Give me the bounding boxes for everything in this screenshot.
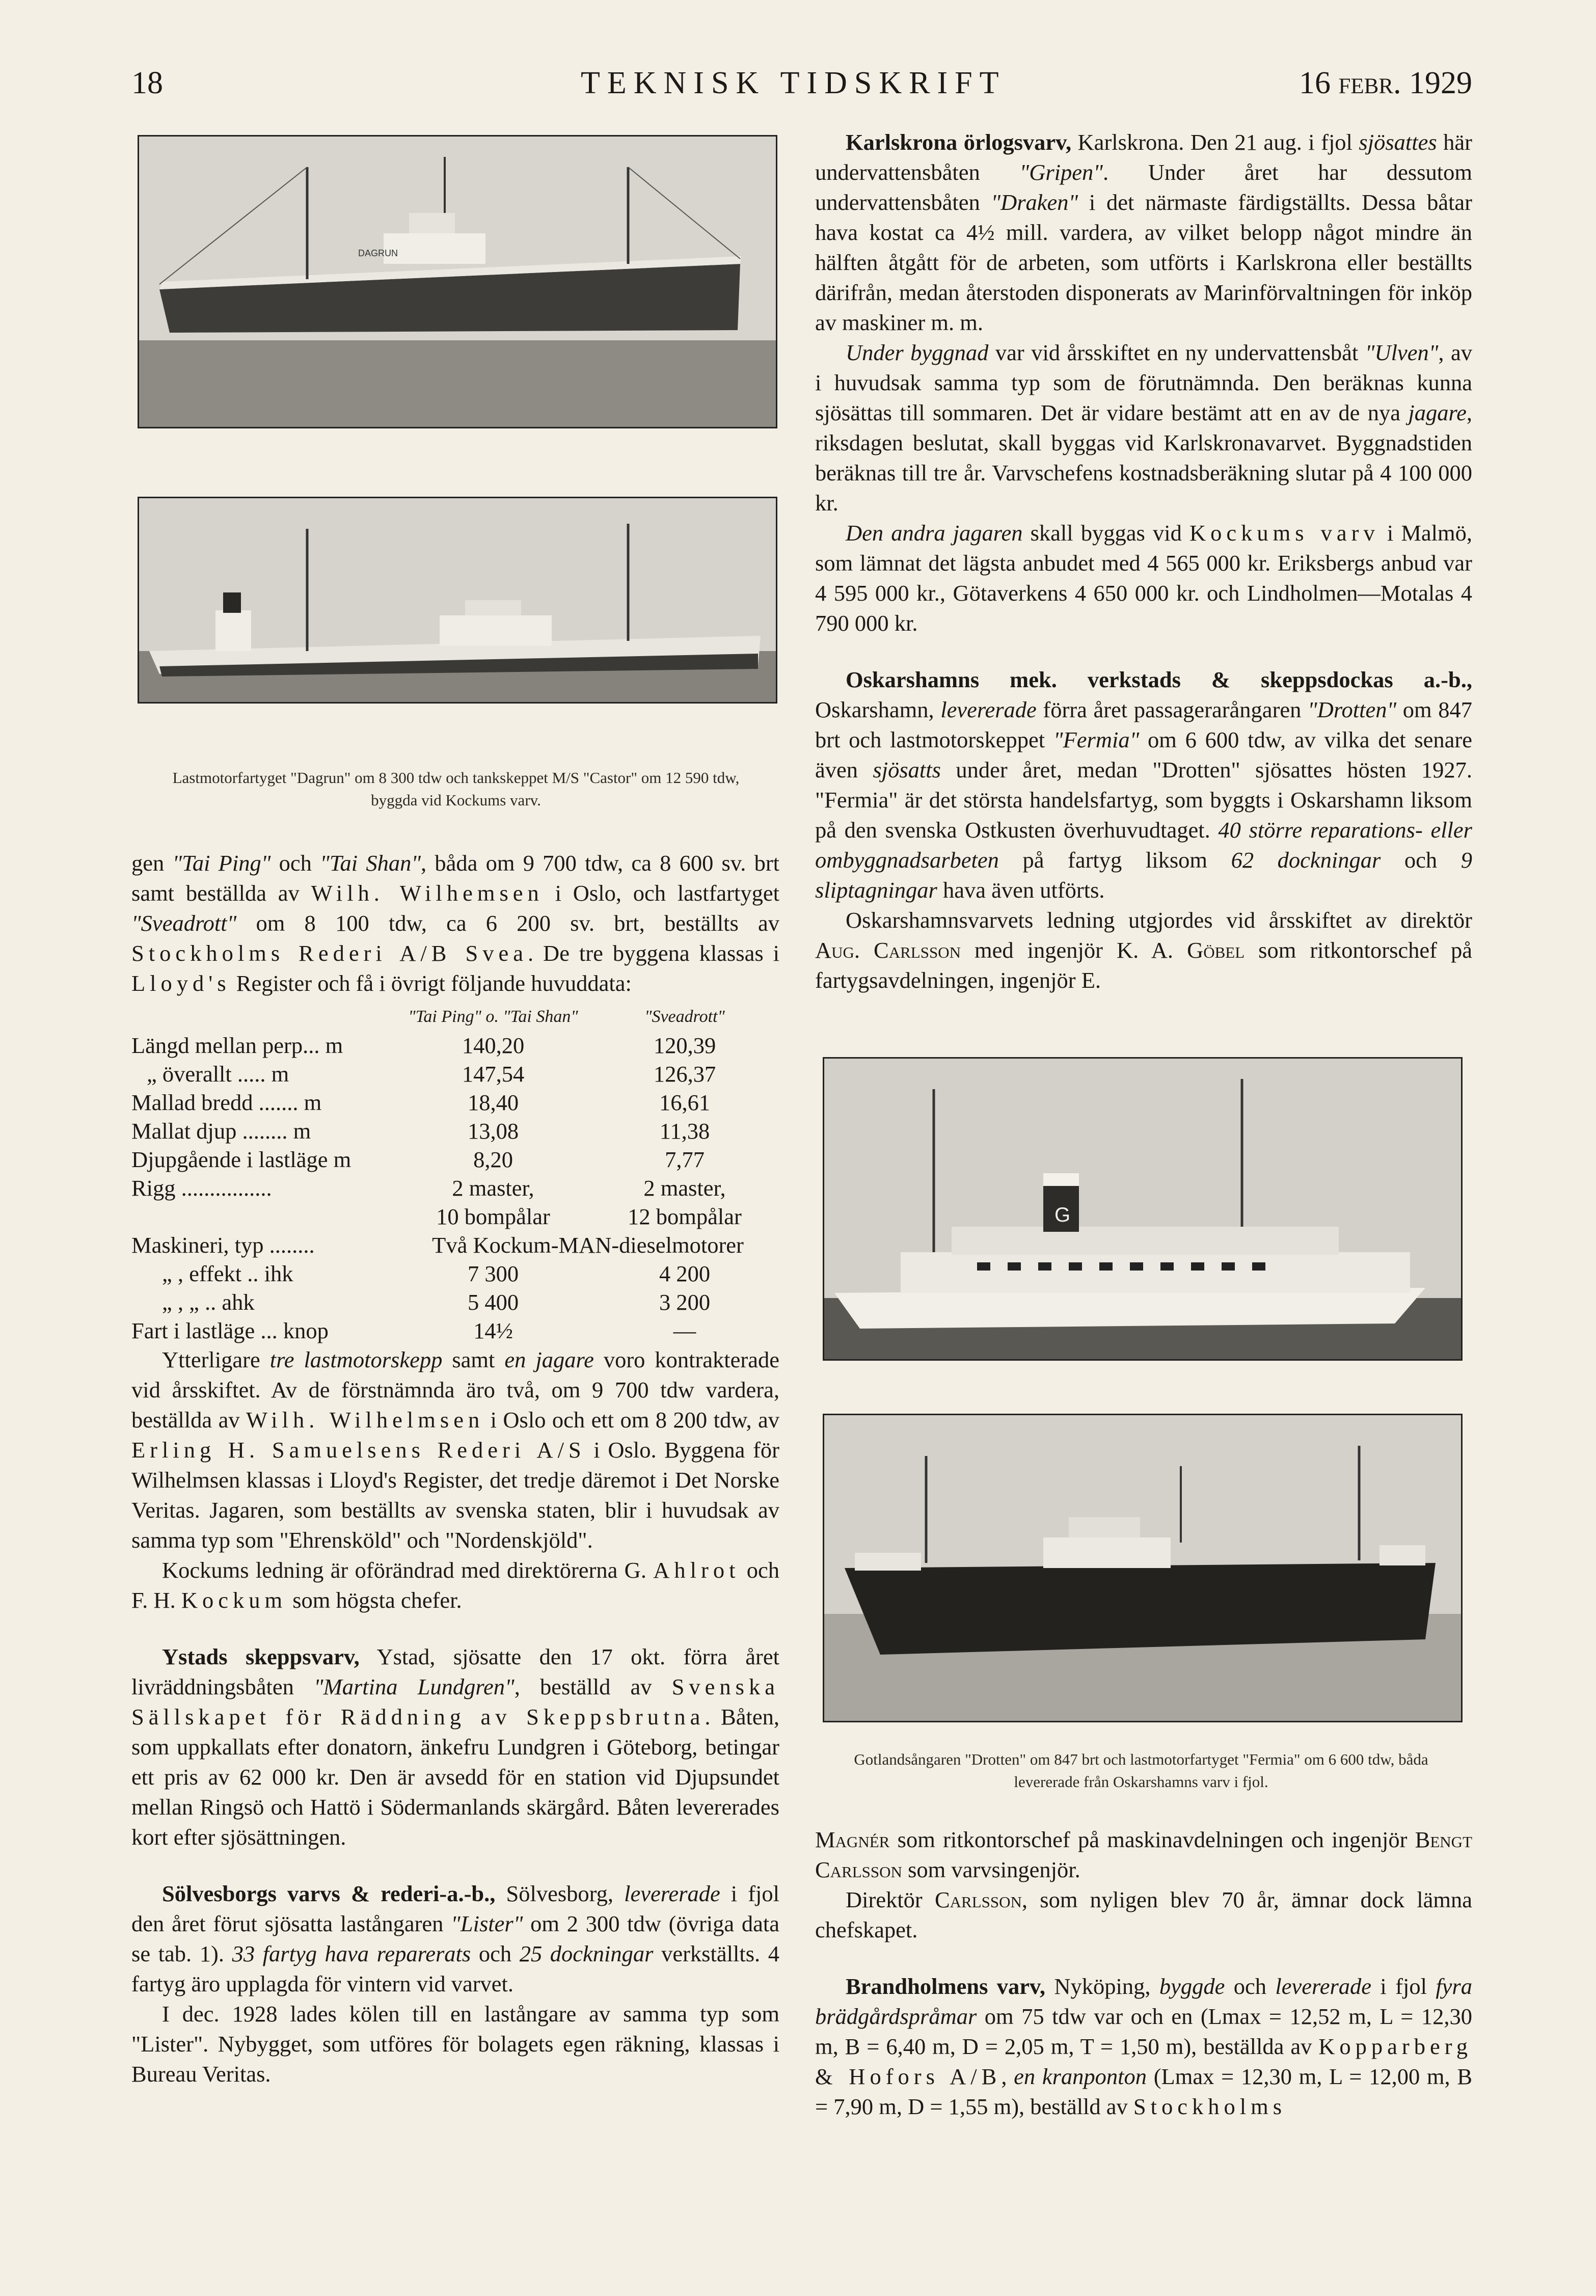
paragraph: Oskarshamnsvarvets ledning utgjordes vid årsskiftet av direktör Aug. Carlsson med ingenjör K. A. Göbel som ritkontorschef på fartygsavdelningen, ingenjör E. bbox=[815, 907, 1472, 993]
page-number: 18 bbox=[131, 66, 163, 100]
table-row: 10 bompålar 12 bompålar bbox=[436, 1204, 742, 1229]
right-column-text-top bbox=[815, 127, 1472, 995]
table-row: Fart i lastläge ... knop 14½ — bbox=[131, 1318, 696, 1343]
photo-drotten bbox=[823, 1057, 1463, 1361]
table-row: Längd mellan perp... m 140,20 120,39 bbox=[131, 1033, 716, 1058]
section-heading: Karlskrona örlogsvarv, bbox=[846, 129, 1072, 155]
paragraph: Under byggnad var vid årsskiftet en ny undervattensbåt "Ulven", av i huvudsak samma typ som de förutnämnda. Den beräknas kunna sjösättas till sommaren. Det är vidare bestämt att en av de nya jagare, riksdagen beslutat, skall byggas vid Karlskronavarvet. Byggnadstiden beräknas till tre år. Varvschefens kostnadsberäkning slutar på 4 100 000 kr. bbox=[815, 340, 1472, 516]
table-row: Maskineri, typ ........ Två Kockum-MAN-dieselmotorer bbox=[131, 1232, 744, 1258]
table-row: „ , effekt .. ihk 7 300 4 200 bbox=[162, 1261, 711, 1286]
table-header: "Sveadrott" bbox=[644, 1007, 725, 1026]
photo-castor bbox=[138, 497, 777, 704]
funnel-letter: G bbox=[1054, 1204, 1071, 1226]
section-heading: Ystads skeppsvarv, bbox=[162, 1644, 360, 1669]
table-row: „ , „ .. ahk 5 400 3 200 bbox=[162, 1289, 711, 1315]
table-row: Rigg ................ 2 master, 2 master, bbox=[131, 1175, 726, 1201]
ship-data-table bbox=[131, 1003, 779, 1345]
section-heading: Sölvesborgs varvs & rederi-a.-b., bbox=[162, 1881, 496, 1906]
table-row: Djupgående i lastläge m 8,20 7,77 bbox=[131, 1147, 705, 1172]
paragraph: Ytterligare tre lastmotorskepp samt en jagare voro kontrakterade vid årsskiftet. Av de förstnämnda äro två, om 9 700 tdw vardera, beställda av Wilh. Wilhelmsen i Oslo och ett om 8 200 tdw, av Erling H. Samuelsens Rederi A/S i Oslo. Byggena för Wilhelmsen klassas i Lloyd's Register, det tredje däremot i Det Norske Veritas. Jagaren, som beställts av svenska staten, blir i huvudsak av samma typ som "Ehrensköld" och "Nordenskjöld". bbox=[131, 1347, 779, 1553]
paragraph: Kockums ledning är oförändrad med direktörerna G. Ahlrot och F. H. Kockum som högsta chefer. bbox=[131, 1557, 779, 1613]
photo-fermia bbox=[823, 1414, 1463, 1722]
table-header: "Tai Ping" o. "Tai Shan" bbox=[408, 1007, 578, 1026]
section-brandholmen: Brandholmens varv, Nyköping, byggde och levererade i fjol fyra brädgårdspråmar om 75 tdw var och en (Lmax = 12,52 m, L = 12,30 m, B = 6,40 m, D = 2,05 m, T = 1,50 m), beställda av Kopparberg & Hofors A/B, en kranponton (Lmax = 12,30 m, L = 12,00 m, B = 7,90 m, D = 1,55 m), beställd av Stockholms bbox=[815, 1974, 1473, 2119]
section-heading: Oskarshamns mek. verkstads & skeppsdockas a.-b., bbox=[846, 667, 1472, 692]
journal-title: TEKNISK TIDSKRIFT bbox=[581, 66, 1006, 100]
table-row: Mallad bredd ....... m 18,40 16,61 bbox=[131, 1090, 711, 1115]
left-column-text bbox=[131, 848, 779, 2089]
caption-left: Lastmotorfartyget "Dagrun" om 8 300 tdw och tankskeppet M/S "Castor" om 12 590 tdw, byggda vid Kockums varv. bbox=[172, 769, 740, 809]
table-row: Mallat djup ........ m 13,08 11,38 bbox=[131, 1118, 710, 1144]
section-oskarshamn: Oskarshamns mek. verkstads & skeppsdockas a.-b., Oskarshamn, levererade förra året passagerarångaren "Drotten" om 847 brt och lastmotorskeppet "Fermia" om 6 600 tdw, av vilka det senare även sjösatts under året, medan "Drotten" sjösattes hösten 1927. "Fermia" är det största handelsfartyg, som byggts i Oskarshamn liksom på den svenska Ostkusten överhuvudtaget. 40 större reparations- eller ombyggnadsarbeten på fartyg liksom 62 dockningar och 9 sliptagningar hava även utförts. bbox=[815, 667, 1472, 903]
caption-right: Gotlandsångaren "Drotten" om 847 brt och lastmotorfartyget "Fermia" om 6 600 tdw, båda levererade från Oskarshamns varv i fjol. bbox=[854, 1750, 1428, 1791]
section-heading: Brandholmens varv, bbox=[846, 1974, 1045, 1999]
section-karlskrona: Karlskrona örlogsvarv, Karlskrona. Den 21 aug. i fjol sjösattes här undervattensbåten "Gripen". Under året har dessutom undervattensbåten "Draken" i det närmaste färdigställts. Dessa båtar hava kostat ca 4½ mill. vardera, av vilket belopp något mindre än hälften åtgått för de arbeten, som utförts i Karlskrona eller beställts därifrån, medan återstoden disponerats av Marinförvaltningen för inköp av maskiner m. m. bbox=[815, 129, 1473, 335]
section-ystad: Ystads skeppsvarv, Ystad, sjösatte den 17 okt. förra året livräddningsbåten "Martina Lundgren", beställd av Svenska Sällskapet för Räddning av Skeppsbrutna. Båten, som uppkallats efter donatorn, änkefru Lundgren i Göteborg, betingar ett pris av 62 000 kr. Den är avsedd för en station vid Djupsundet mellan Ringsö och Hattö i Södermanlands skärgård. Båten levererades kort efter sjösättningen. bbox=[131, 1644, 779, 1850]
paragraph: Direktör Carlsson, som nyligen blev 70 år, ämnar dock lämna chefskapet. bbox=[815, 1887, 1472, 1942]
right-column-text-bottom bbox=[815, 1825, 1472, 2122]
ship-name-label: DAGRUN bbox=[358, 248, 398, 258]
paragraph: Magnér som ritkontorschef på maskinavdelningen och ingenjör Bengt Carlsson som varvsingenjör. bbox=[815, 1827, 1472, 1882]
issue-date: 16 febr. 1929 bbox=[1299, 66, 1472, 100]
paragraph: I dec. 1928 lades kölen till en lastångare av samma typ som "Lister". Nybygget, som utföres för bolagets egen räkning, klassas i Bureau Veritas. bbox=[131, 2001, 779, 2087]
photo-dagrun bbox=[138, 135, 777, 428]
section-solvesborg: Sölvesborgs varvs & rederi-a.-b., Sölvesborg, levererade i fjol den året förut sjösatta lastångaren "Lister" om 2 300 tdw (övriga data se tab. 1). 33 fartyg hava reparerats och 25 dockningar verkställts. 4 fartyg äro upplagda för vintern vid varvet. bbox=[131, 1881, 779, 1996]
paragraph: Den andra jagaren skall byggas vid Kockums varv i Malmö, som lämnat det lägsta anbudet med 4 565 000 kr. Eriksbergs anbud var 4 595 000 kr., Götaverkens 4 650 000 kr. och Lindholmen—Motalas 4 790 000 kr. bbox=[815, 520, 1472, 636]
paragraph: gen "Tai Ping" och "Tai Shan", båda om 9 700 tdw, ca 8 600 sv. brt samt beställda av Wilh. Wilhemsen i Oslo, och lastfartyget "Sveadrott" om 8 100 tdw, ca 6 200 sv. brt, beställts av Stockholms Rederi A/B Svea. De tre byggena klassas i Lloyd's Register och få i övrigt följande huvuddata: bbox=[131, 850, 780, 996]
table-row: „ överallt ..... m 147,54 126,37 bbox=[147, 1061, 716, 1087]
